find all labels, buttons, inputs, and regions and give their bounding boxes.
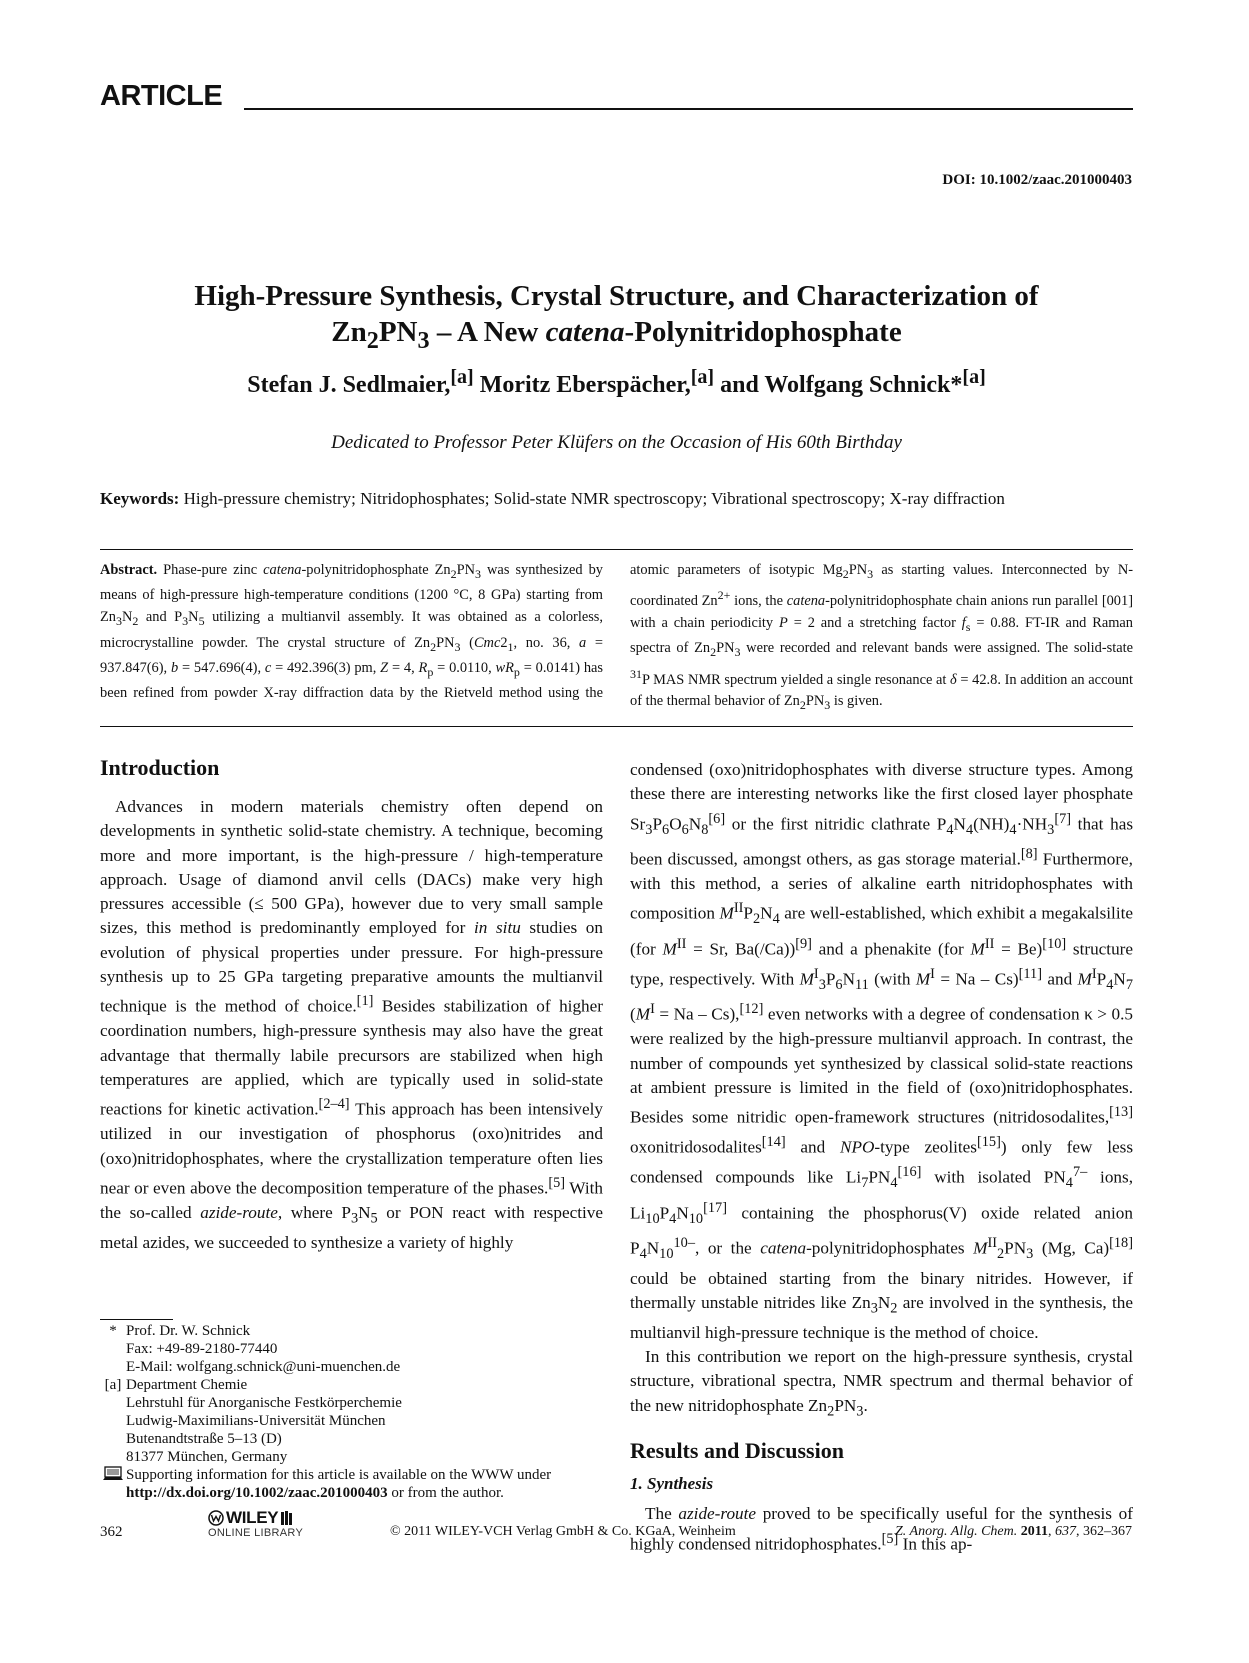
- dedication: Dedicated to Professor Peter Klüfers on the Occasion of His 60th Birthday: [331, 432, 902, 453]
- results-heading: Results and Discussion: [630, 1438, 844, 1464]
- abstract: Abstract. Phase-pure zinc catena-polynitridophosphate $Zn_2PN_3$ was synthesized by means of high-pressure high-temperature conditions (1200 °C, 8 GPa) starting from $Zn_3N_2$ and $P_3N_5$ utilizing a multianvil assembly. It was obtained as a colorless, microcrystalline powder. The crystal structure of $Zn_2PN_3$ ($Cmc2_1$, no. 36, a = 937.847(6), b = 547.696(4), c = 492.396(3) pm, Z = 4, $R_p = 0.0110$, $wR_p = 0.0141$) has been refined from powder X-ray diffraction data by the Rietveld method using the atomic parameters of isotypic $Mg_2PN_3$ as starting values. Interconnected by N-coordinated $Zn^{2+}$ ions, the catena-polynitridophosphate chain anions run parallel [001] with a chain periodicity P = 2 and a stretching factor $f_s = 0.88$. FT-IR and Raman spectra of $Zn_2PN_3$ were recorded and relevant bands were assigned. The solid-state $^{31}$P MAS NMR spectrum yielded a single resonance at δ = 42.8. In addition an account of the thermal behavior of $Zn_2PN_3$ is given.: [100, 562, 1133, 713]
- wiley-logo[interactable]: WILEY ONLINE LIBRARY: [208, 1508, 304, 1539]
- intro-paragraph-1-cont: condensed (oxo)nitridophosphates with diverse structure types. Among these there are interesting networks like the first closed layer phosphate $Sr_3P_6O_6N_8[6]$ or the first nitridic clathrate $P_4N_4(NH)_4\cdot NH_3[7]$ that has been discussed, amongst others, as gas storage material.[8] Furthermore, with this method, a series of alkaline earth nitridophosphates with composition $M^{II}P_2N_4$ are well-established, which exhibit a megakalsilite (for $M^{II} = Sr$, Ba(/Ca))[9] and a phenakite (for $M^{II} = Be)[10]$ structure type, respectively. With $M^I_3P_6N_{11}$ (with $M^I = Na - Cs)[11]$ and $M^IP_4N_7$ $(M^I = Na - Cs),[12]$ even networks with a degree of condensation κ > 0.5 were realized by the high-pressure multianvil approach. In contrast, the number of compounds yet synthesized by classical solid-state reactions at ambient pressure is limited in the field of (oxo)nitridophosphates. Besides some nitridic open-framework structures (nitridosodalites,[13] oxonitridosodalites[14] and NPO-type zeolites[15]) only few less condensed compounds like $Li_7PN_4[16]$ with isolated $PN_4^{7-}$ ions, $Li_{10}P_4N_{10}[17]$ containing the phosphorus(V) oxide related anion $P_4N_{10}^{10-}$, or the catena-polynitridophosphates $M^{II}_2PN_3$ (Mg, Ca)[18] could be obtained starting from the binary nitrides. However, if thermally unstable nitrides like $Zn_3N_2$ are involved in the synthesis, the multianvil high-pressure technique is the method of choice.: [630, 760, 1134, 1342]
- intro-paragraph-1: Advances in modern materials chemistry often depend on developments in synthetic solid-state chemistry. A technique, becoming more and more important, is the high-pressure / high-temperature approach. Usage of diamond anvil cells (DACs) make very high pressures accessible (≤ 500 GPa), however due to very small sample sizes, this method is predominantly employed for in situ studies on evolution of physical properties under pressure. For high-pressure synthesis up to 25 GPa targeting preparative amounts the multianvil technique is the method of choice.[1] Besides stabilization of higher coordination numbers, high-pressure synthesis may also have the great advantage that thermally labile precursors are stabilized when high temperatures are applied, which are typically used in solid-state reactions for kinetic activation.[2–4] This approach has been intensively utilized in our investigation of phosphorus (oxo)nitrides and (oxo)nitridophosphates, where the crystallization temperature often lies near or even above the decomposition temperature of the phases.[5] With the so-called azide-route, where $P_3N_5$ or PON react with respective metal azides, we succeeded to synthesize a variety of highly: [100, 797, 603, 1252]
- footnotes: * Prof. Dr. W. Schnick Fax: +49-89-2180-77440 E-Mail: wolfgang.schnick@uni-muenchen.de [a] Department Chemie Lehrstuhl für Anorganische Festkörperchemie Ludwig-Maximilians-Universität München Butenandtstraße 5–13 (D) 81377 München, Germany Supporting information for this article is available on the WWW under http://dx.doi.org/10.1002/zaac.201000403 or from the author.: [100, 1322, 603, 1502]
- computer-icon: [100, 1466, 126, 1502]
- keywords: Keywords: High-pressure chemistry; Nitridophosphates; Solid-state NMR spectroscopy; Vibrational spectroscopy; X-ray diffraction: [100, 489, 1005, 508]
- article-label: ARTICLE: [100, 80, 223, 112]
- right-column: [630, 758, 1133, 1557]
- synthesis-subheading: 1. Synthesis: [630, 1474, 714, 1494]
- author-list: Stefan J. Sedlmaier,[a] Moritz Eberspächer,[a] and Wolfgang Schnick*[a]: [247, 366, 986, 398]
- left-column: [100, 753, 603, 1255]
- supporting-info-link[interactable]: http://dx.doi.org/10.1002/zaac.201000403: [126, 1485, 388, 1501]
- abstract-rule-bottom: [100, 726, 1133, 727]
- journal-citation: Z. Anorg. Allg. Chem. 2011, 637, 362–367: [895, 1524, 1132, 1539]
- doi[interactable]: DOI: 10.1002/zaac.201000403: [942, 172, 1132, 188]
- page-number: 362: [100, 1524, 123, 1540]
- copyright: © 2011 WILEY-VCH Verlag GmbH & Co. KGaA, Weinheim: [390, 1524, 736, 1539]
- footnote-rule: [100, 1319, 173, 1320]
- library-books-icon: [280, 1510, 294, 1526]
- synthesis-paragraph: The azide-route proved to be specifically useful for the synthesis of highly condensed nitridophosphates.[5] In this ap-: [630, 1504, 1133, 1554]
- wiley-emblem-icon: [208, 1510, 224, 1526]
- article-title: High-Pressure Synthesis, Crystal Structure, and Characterization of $Zn_2PN_3$ – A New catena-Polynitridophosphate: [194, 280, 1039, 354]
- author-email[interactable]: E-Mail: wolfgang.schnick@uni-muenchen.de: [126, 1359, 401, 1375]
- header-rule: [244, 108, 1133, 110]
- abstract-rule-top: [100, 549, 1133, 550]
- intro-paragraph-2: In this contribution we report on the high-pressure synthesis, crystal structure, vibrational spectra, NMR spectrum and thermal behavior of the new nitridophosphate $Zn_2PN_3$.: [630, 1347, 1133, 1420]
- introduction-heading: Introduction: [100, 755, 220, 780]
